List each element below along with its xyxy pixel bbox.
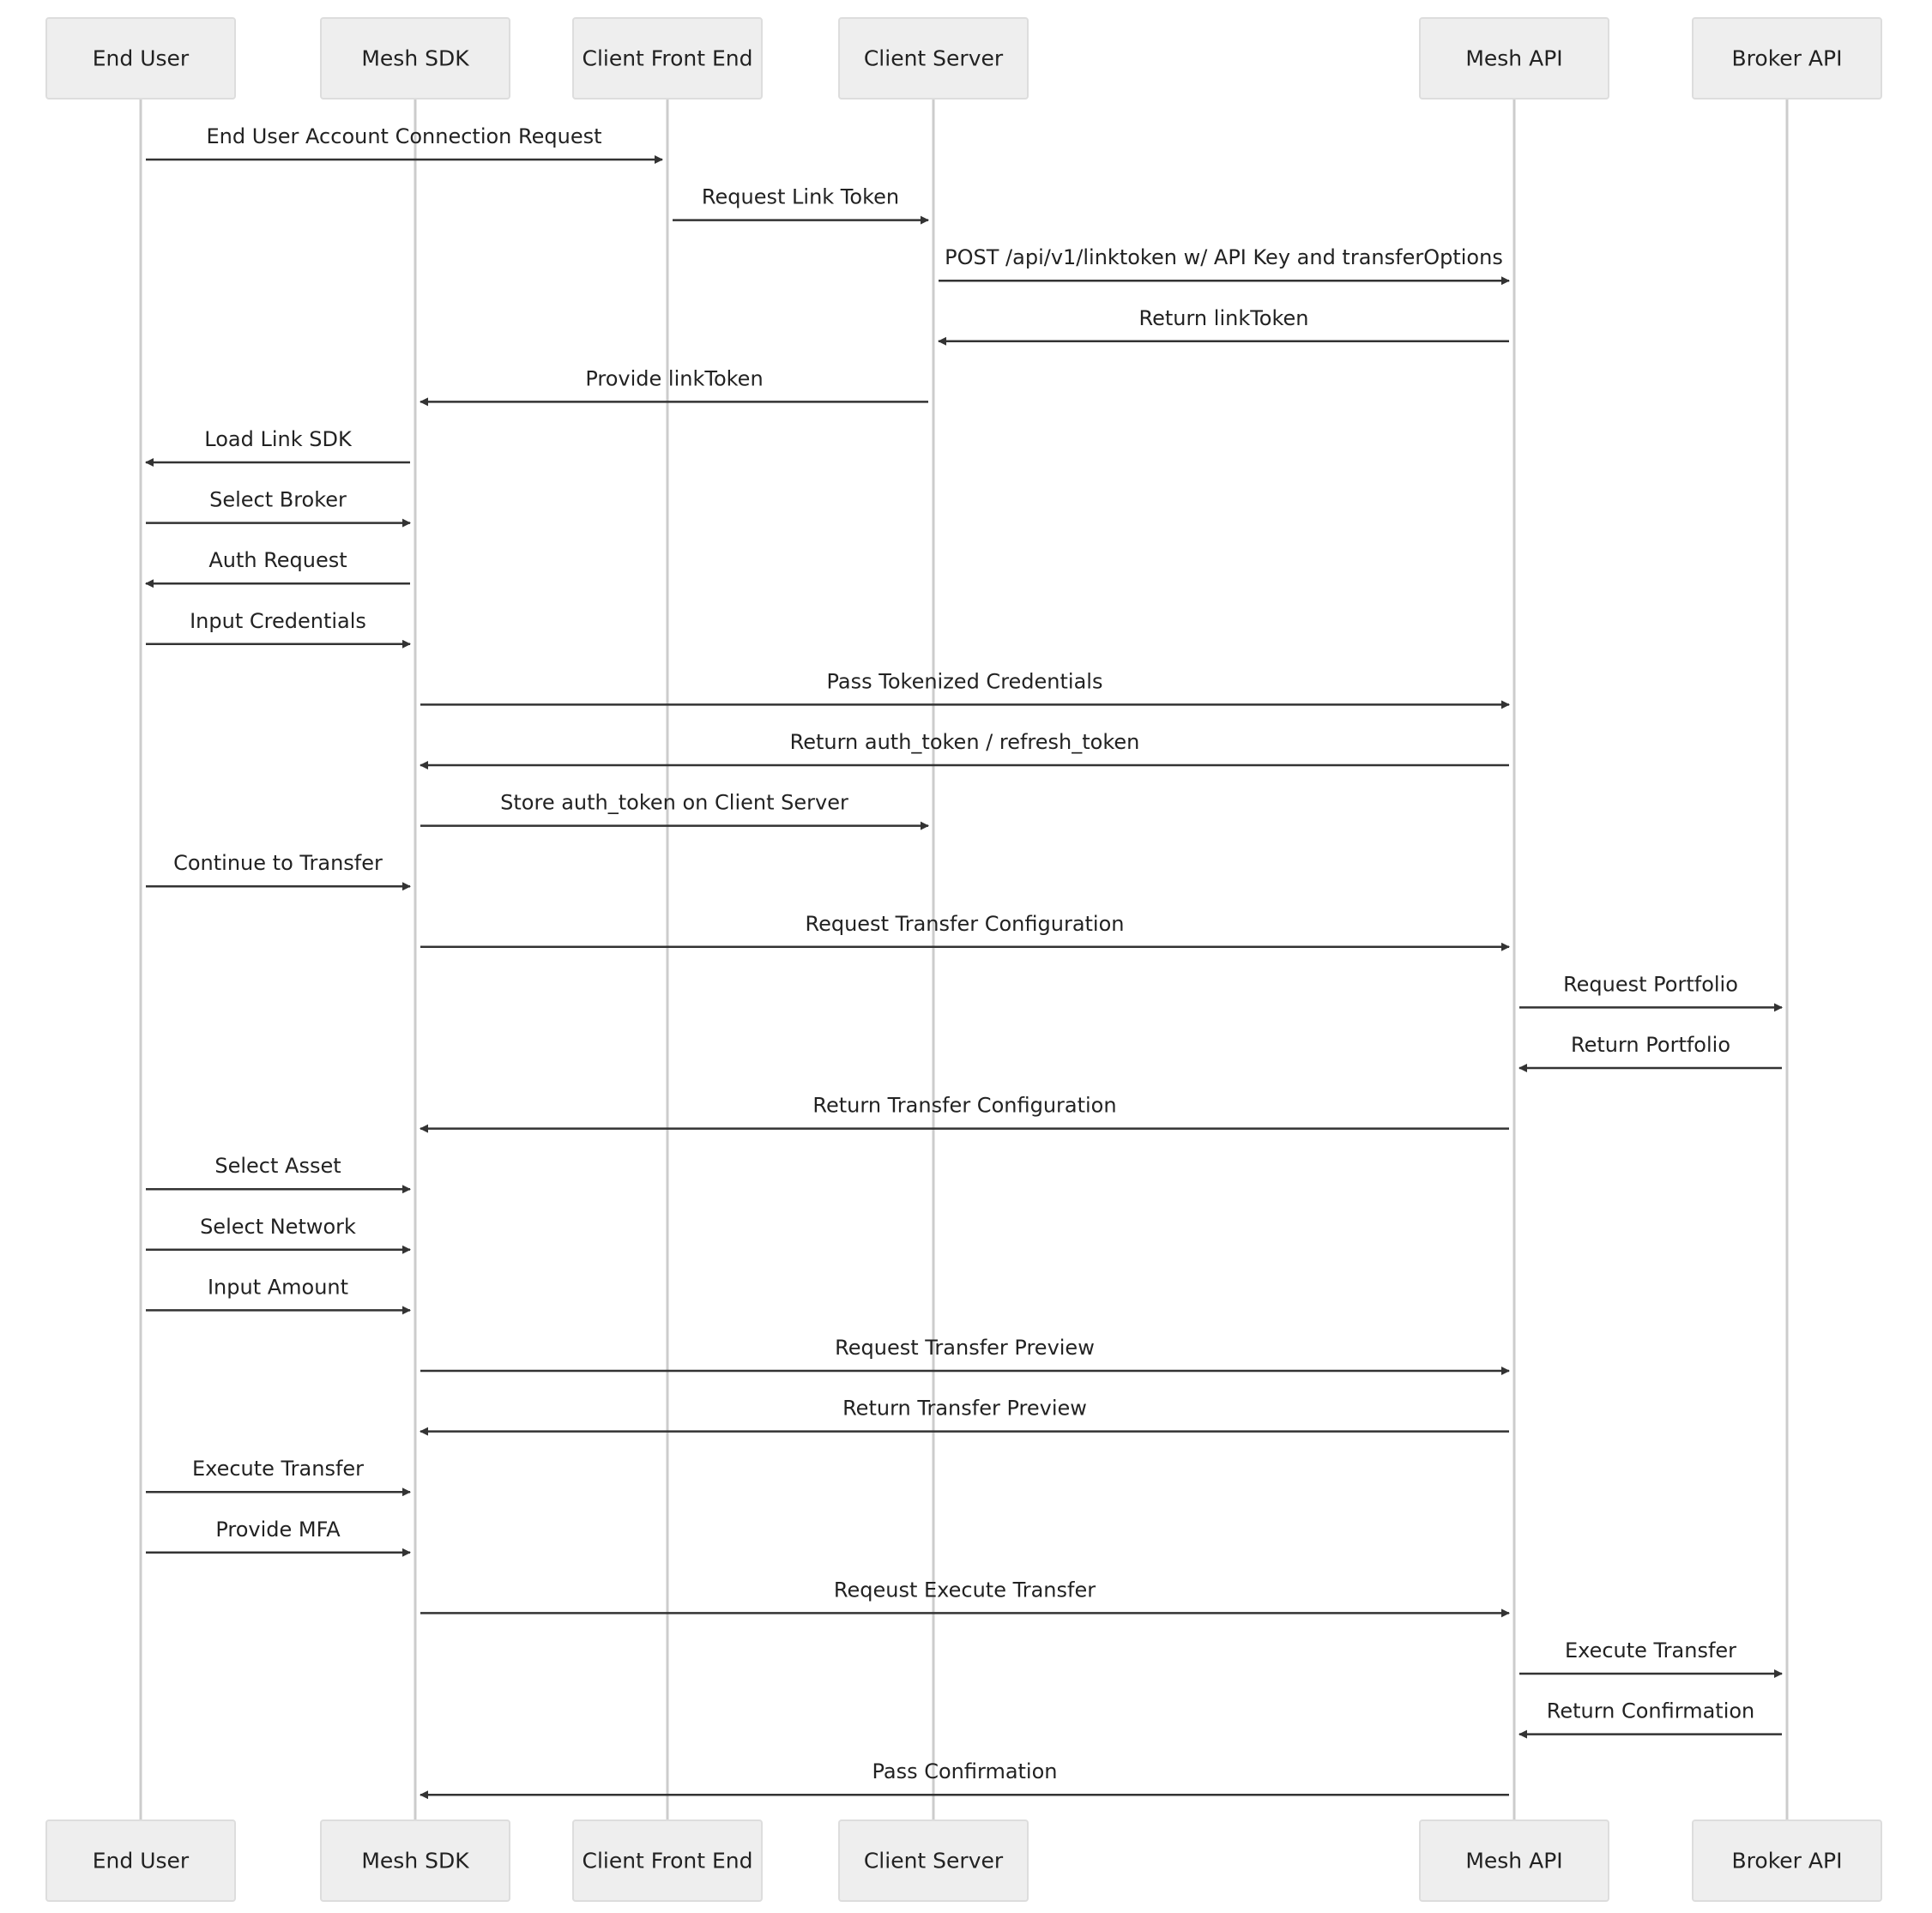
actor-end-user-bottom — [46, 1820, 235, 1901]
message-label: Return Confirmation — [1546, 1699, 1755, 1723]
message-label: End User Account Connection Request — [206, 124, 602, 148]
message-3 — [939, 245, 1509, 281]
message-label: Provide linkToken — [585, 366, 764, 391]
message-label: Request Transfer Preview — [835, 1336, 1095, 1360]
actor-mesh-api-bottom — [1420, 1820, 1609, 1901]
actor-label: Mesh API — [1465, 1848, 1563, 1874]
message-label: Execute Transfer — [191, 1457, 365, 1482]
actor-label: Client Front End — [582, 1848, 753, 1874]
message-11 — [420, 730, 1509, 765]
actor-client-server-bottom — [839, 1820, 1028, 1901]
actor-client-front-end-top — [573, 18, 762, 99]
message-19 — [146, 1215, 410, 1250]
actor-mesh-sdk-top — [321, 18, 510, 99]
message-26 — [1519, 1638, 1782, 1674]
message-2 — [673, 185, 928, 220]
actor-label: Client Front End — [582, 45, 753, 71]
actor-label: End User — [92, 1848, 190, 1874]
actor-label: Mesh SDK — [361, 1848, 469, 1874]
actor-label: Mesh API — [1465, 45, 1563, 71]
message-14 — [420, 912, 1509, 947]
message-17 — [420, 1094, 1509, 1129]
message-label: Provide MFA — [215, 1517, 341, 1542]
message-label: Store auth_token on Client Server — [500, 790, 848, 815]
message-label: Return Portfolio — [1571, 1033, 1730, 1057]
message-10 — [420, 669, 1509, 704]
message-label: Select Broker — [209, 487, 347, 512]
message-28 — [420, 1759, 1509, 1795]
message-4 — [939, 306, 1509, 341]
message-27 — [1519, 1699, 1782, 1735]
message-16 — [1519, 1033, 1782, 1068]
message-label: Pass Tokenized Credentials — [826, 669, 1103, 694]
message-label: Return linkToken — [1138, 305, 1309, 330]
message-13 — [146, 851, 410, 886]
message-label: Request Portfolio — [1563, 972, 1738, 997]
message-label: Return Transfer Preview — [842, 1396, 1087, 1421]
message-25 — [420, 1578, 1509, 1613]
message-22 — [420, 1397, 1509, 1432]
message-23 — [146, 1457, 410, 1492]
message-label: Reqeust Execute Transfer — [833, 1578, 1096, 1602]
actors-bottom — [46, 1820, 1881, 1901]
message-12 — [420, 791, 928, 826]
actor-label: Mesh SDK — [361, 45, 469, 71]
message-label: Auth Request — [208, 548, 347, 573]
message-8 — [146, 548, 410, 583]
message-15 — [1519, 972, 1782, 1007]
message-label: Return Transfer Configuration — [812, 1093, 1117, 1118]
message-5 — [420, 366, 928, 401]
message-label: Execute Transfer — [1564, 1638, 1737, 1663]
message-label: Pass Confirmation — [872, 1759, 1058, 1784]
actor-broker-api-bottom — [1693, 1820, 1881, 1901]
message-label: Input Credentials — [190, 608, 366, 633]
message-label: Continue to Transfer — [173, 851, 383, 876]
message-21 — [420, 1336, 1509, 1371]
message-label: Return auth_token / refresh_token — [789, 730, 1140, 754]
actors-top — [46, 18, 1881, 99]
message-label: Select Asset — [214, 1154, 341, 1179]
actor-mesh-api-top — [1420, 18, 1609, 99]
message-18 — [146, 1154, 410, 1189]
message-24 — [146, 1518, 410, 1553]
actor-broker-api-top — [1693, 18, 1881, 99]
message-9 — [146, 609, 410, 644]
message-label: Request Transfer Configuration — [805, 911, 1125, 936]
actor-mesh-sdk-bottom — [321, 1820, 510, 1901]
message-7 — [146, 488, 410, 523]
lifelines — [141, 99, 1787, 1820]
actor-label: End User — [92, 45, 190, 71]
message-label: POST /api/v1/linktoken w/ API Key and transferOptions — [945, 245, 1503, 270]
actor-client-front-end-bottom — [573, 1820, 762, 1901]
messages — [146, 124, 1782, 1795]
message-label: Input Amount — [207, 1275, 349, 1300]
actor-label: Broker API — [1731, 1848, 1843, 1874]
message-label: Load Link SDK — [204, 427, 352, 451]
message-label: Request Link Token — [701, 184, 900, 209]
actor-label: Client Server — [863, 45, 1004, 71]
message-20 — [146, 1275, 410, 1310]
message-label: Select Network — [200, 1214, 356, 1239]
actor-end-user-top — [46, 18, 235, 99]
actor-client-server-top — [839, 18, 1028, 99]
message-1 — [146, 124, 662, 160]
actor-label: Broker API — [1731, 45, 1843, 71]
message-6 — [146, 427, 410, 462]
actor-label: Client Server — [863, 1848, 1004, 1874]
